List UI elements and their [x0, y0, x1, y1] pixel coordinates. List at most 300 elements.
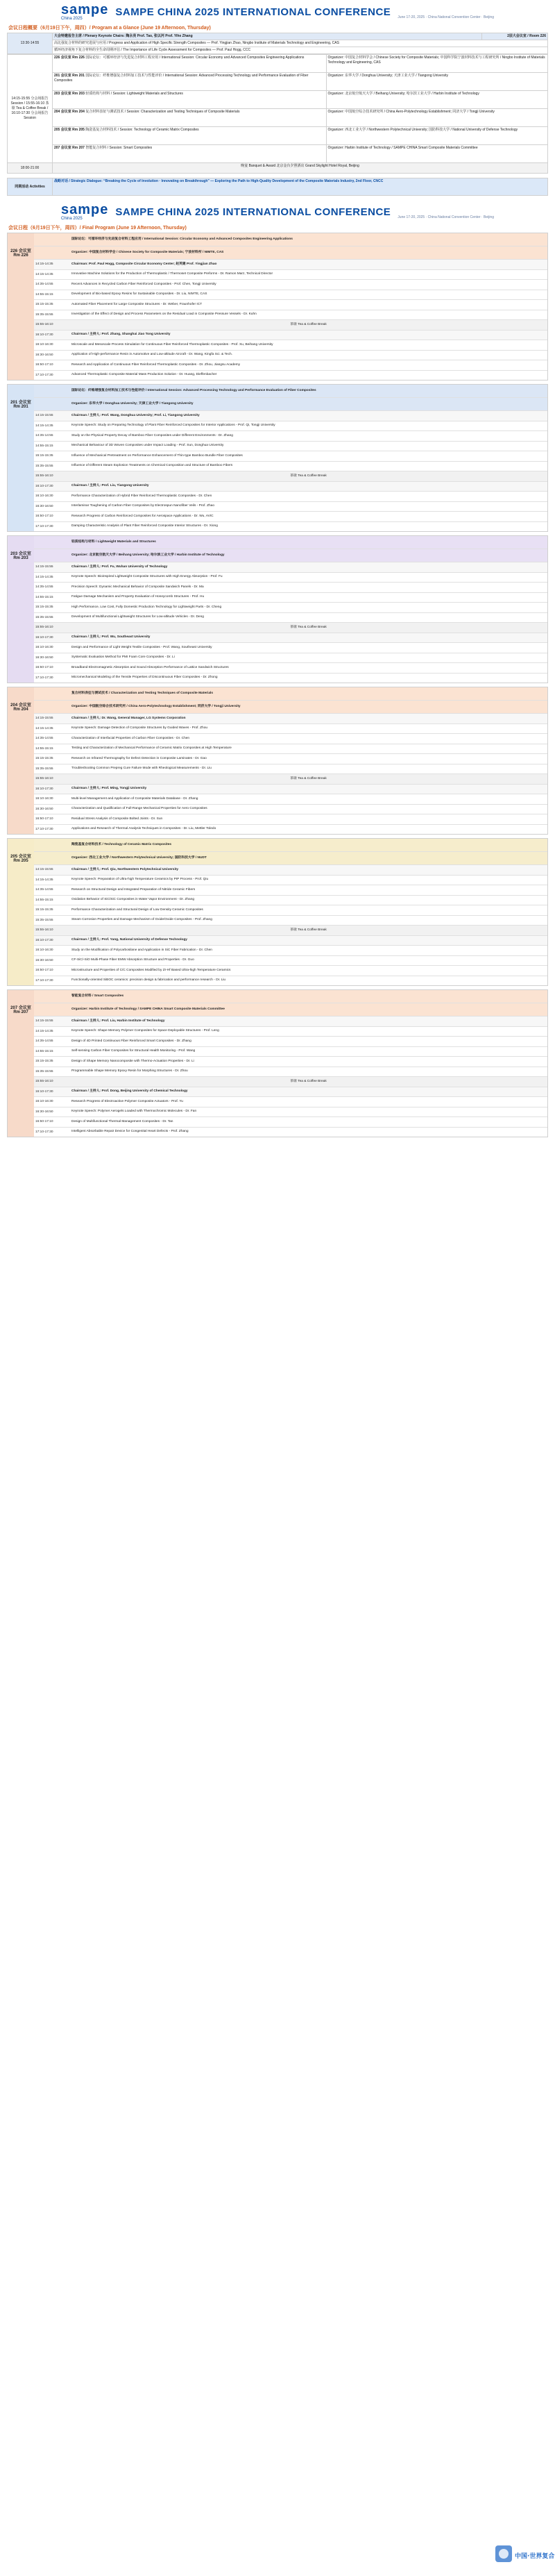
talk-text: Keynote Speech: Polymer Aerogels Loaded with Thermochromic Molecules - Dr. Fan: [71, 1110, 197, 1114]
talk-time: 16:50-17:10: [35, 969, 53, 973]
talk-text: High Performance, Low Cost, Fully Domestic Production Technology for Lightweight Parts - Dr. Cheng: [71, 605, 222, 609]
talk-text: 轻质结构与材料 / Lightweight Materials and Structures: [71, 540, 156, 544]
parallel-left: [53, 145, 327, 163]
talk-row: [34, 885, 547, 895]
session-header: [34, 839, 547, 851]
parallel-session: 陶瓷基复合材料技术 / Session: Technology of Ceramic Matrix Composites: [85, 128, 199, 132]
strategic-label: 同期活动 Activities: [8, 178, 53, 196]
talk-row: [34, 279, 547, 290]
talk-text: Design of 4D Printed Continuous Fiber Reinforced Smart Composites - Dr. Zhang: [71, 1039, 191, 1043]
talk-row: [34, 895, 547, 905]
parallel-time: 14:15-15:55 分会场报告 Session / 15:55-16:10 茶歇 Tea & Coffee Break / 16:10-17:30 分会场报告 Session: [8, 55, 53, 163]
glance-row: [8, 40, 548, 47]
banner: [7, 0, 548, 24]
talk-time: 16:10-17:30: [35, 1089, 53, 1094]
talk-time: 15:35-15:55: [35, 918, 53, 922]
talk-row: [34, 602, 547, 612]
parallel-room: 203 会议室 Rm 203: [54, 92, 85, 96]
talk-row: [34, 299, 547, 310]
chair-row: [34, 713, 547, 724]
glance-title: 会议日程概要（6月19日下午，周四）/ Program at a Glance (June 19 Afternoon, Thursday): [8, 26, 211, 31]
talk-text: Innovative Machine Solutions for the Production of Thermoplastic / Thermoset Composite Preforms - Dr. Ramon Marz, Technical Director: [71, 272, 273, 276]
talk-row: [34, 592, 547, 603]
session-header: [34, 687, 547, 700]
session-header: [34, 385, 547, 397]
talk-time: 14:15-14:35: [35, 262, 53, 267]
talk-time: 14:55-15:15: [35, 898, 53, 902]
talk-time: 17:10-17:30: [35, 373, 53, 377]
talk-text: 茶歇 Tea & Coffee Break: [290, 474, 327, 478]
talk-time: 15:15-15:35: [35, 1060, 53, 1064]
talk-row: [34, 511, 547, 521]
talk-time: 15:55-16:10: [35, 1080, 53, 1084]
talk-text: Study on the Physical Property Decay of Bamboo Fiber Composites under Different Environments - Dr. Zhang: [71, 433, 233, 437]
talk-text: Systematic Evaluation Method for PMI Foam Core Composites - Dr. Li: [71, 655, 175, 660]
talk-row: [34, 753, 547, 764]
coffee-break-row: [34, 319, 547, 330]
talk-time: 14:15-14:35: [35, 272, 53, 276]
final-title: 会议日程（6月19日下午，周四）/ Final Program (June 19 Afternoon, Thursday): [8, 226, 187, 231]
talk-time: 15:35-15:55: [35, 767, 53, 771]
talk-text: Chairman / 主持人: Prof. Dong, Beijing University of Chemical Technology: [71, 1089, 188, 1094]
session-list: [7, 233, 548, 1137]
talk-row: [34, 955, 547, 966]
talk-time: 16:50-17:10: [35, 363, 53, 367]
coffee-break-row: [34, 1076, 547, 1087]
talk-text: Mechanical Behaviour of 3D Woven Composites under Impact Loading - Prof. Sun, Donghua University: [71, 444, 224, 448]
talk-text: Design and Performance of Light Weight Textile Composites - Prof. Wang, Southeast University: [71, 645, 212, 649]
talk-time: 16:50-17:10: [35, 817, 53, 821]
session-header: [34, 246, 547, 259]
talk-text: Study on the Modification of Polycarbosilane and Application in SiC Fiber Fabrication - Dr. Chen: [71, 948, 212, 952]
glance-text: 大会特邀报告主席 / Plenary Keynote Chairs: 陶永亮 Prof. Tao, 张以河 Prof. Yihe Zhang: [53, 33, 482, 40]
talk-time: 14:15-15:55: [35, 565, 53, 569]
glance-row: [8, 47, 548, 54]
talk-text: Development of Bio-based Epoxy Resins for Sustainable Composites - Dr. Liu, NIMTE, CAS: [71, 292, 207, 296]
talk-text: Chairman / 主持人: Dr. Wang, General Manager, LG Systems Corporation: [71, 716, 186, 720]
talk-row: [34, 1056, 547, 1067]
session-room: 203 会议室 Rm 203: [8, 536, 34, 683]
talk-text: Troubleshooting Common Prepreg Cure Failure Mode with Rheological Measurements - Dr. Liu: [71, 767, 212, 771]
session-header: [34, 536, 547, 549]
session-header: [34, 397, 547, 410]
talk-row: [34, 662, 547, 673]
session-block: [7, 384, 548, 532]
conference-title: SAMPE CHINA 2025 INTERNATIONAL CONFERENCE: [115, 6, 391, 18]
talk-row: [34, 1116, 547, 1127]
talk-time: 14:15-14:35: [35, 424, 53, 428]
talk-text: Broadband Electromagnetic Absorption and Sound Absorption Performance of Lattice Sandwich Structures: [71, 665, 229, 669]
talk-row: [34, 430, 547, 441]
talk-text: Keynote Speech: Preparation of Ultra-high Temperature Ceramics by PIP Process - Prof. Qiu: [71, 878, 209, 882]
parallel-left: [53, 91, 327, 109]
talk-text: Influence of Mechanical Pretreatment on Performance Enhancement of Thin-type Bamboo Bundle Fiber Composites: [71, 453, 243, 458]
talk-time: 16:30-16:50: [35, 353, 53, 357]
strategic-table: [7, 178, 548, 196]
chair-row: [34, 1087, 547, 1097]
watermark-logo: [494, 2543, 555, 2570]
parallel-left: [53, 55, 327, 73]
talk-time: 14:15-14:35: [35, 878, 53, 882]
talk-row: [34, 370, 547, 380]
talk-time: 15:15-15:35: [35, 757, 53, 761]
talk-row: [34, 653, 547, 663]
session-block: [7, 989, 548, 1137]
talk-time: 14:15-15:55: [35, 1019, 53, 1023]
talk-text: Organizer: 西北工业大学 / Northwestern Polytechnical University; 国防科技大学 / NUDT: [71, 856, 207, 860]
talk-row: [34, 804, 547, 814]
talk-row: [34, 269, 547, 280]
talk-text: Characterization of Interfacial Properties of Carbon Fiber Composites - Dr. Chen: [71, 736, 190, 740]
talk-text: Characterization and Qualification of Full-Range Mechanical Properties for Aero Composites: [71, 807, 207, 811]
talk-row: [34, 724, 547, 734]
talk-text: Chairman / 主持人: Prof. Ming, Tongji University: [71, 787, 147, 791]
talk-row: [34, 794, 547, 804]
talk-text: Intelligent Absorbable Repair Device for Congenital Heart Defects - Prof. Zhang: [71, 1130, 189, 1134]
parallel-right: Organizer: 中国复合材料学会 / Chinese Society for Composite Materials; 中国科学院宁波材料技术与工程研究所 / Ningbo Institute of Materials Technology and Engineering, CAS: [326, 55, 548, 73]
talk-text: CF-SiC/-SiO Multi-Phase Fiber EMW Absorption Structure and Properties - Dr. Guo: [71, 958, 194, 962]
talk-text: Automated Fiber Placement for Large Composite Structures - Dr. Weber, Fraunhofer ICT: [71, 302, 203, 306]
talk-row: [34, 976, 547, 986]
glance-room: 2层大会议室 / Room 226: [482, 33, 548, 40]
talk-time: 14:55-15:15: [35, 1049, 53, 1053]
chair-row: [34, 330, 547, 340]
session-header: [34, 851, 547, 864]
chair-row: [34, 259, 547, 269]
talk-text: Chairman: Prof. Paul Hogg, Composite Circular Economy Center; 赵英建 Prof. Yingjian Zhao: [71, 262, 217, 266]
talk-row: [34, 290, 547, 300]
parallel-room: 226 会议室 Rm 226: [54, 56, 85, 60]
talk-text: Functionally-oriented SiBOC ceramics: precision design & fabrication and performance research - Dr. Liu: [71, 978, 226, 982]
session-header: [34, 1003, 547, 1016]
talk-time: 15:35-15:55: [35, 464, 53, 468]
talk-text: 茶歇 Tea & Coffee Break: [290, 776, 327, 780]
talk-time: 14:35-14:55: [35, 737, 53, 741]
parallel-right: Organizer: Harbin Institute of Technology / SAMPE CHINA Smart Composite Materials Committee: [326, 145, 548, 163]
talk-text: Chairman / 主持人: Prof. Zhang, Shanghai Jiao Tong University: [71, 333, 171, 337]
talk-row: [34, 1026, 547, 1037]
talk-text: Keynote Speech: Damage Detection of Composite Structures by Guided Waves - Prof. Zhou: [71, 726, 208, 730]
parallel-left: [53, 127, 327, 145]
session-block: [7, 687, 548, 835]
talk-time: 16:30-16:50: [35, 958, 53, 962]
talk-text: Chairman / 主持人: Prof. Qiu, Northwestern Polytechnical University: [71, 867, 179, 871]
talk-row: [34, 340, 547, 350]
talk-text: Micromechanical Modeling of the Tensile Properties of Discontinuous Fiber Composites - Dr. Zhong: [71, 676, 218, 680]
session-header: [34, 549, 547, 562]
chair-row: [34, 1016, 547, 1026]
sampe-logo: [61, 3, 108, 22]
logo-subtitle: China 2025: [60, 216, 83, 221]
talk-time: 16:30-16:50: [35, 504, 53, 508]
parallel-session: 轻质结构与材料 / Session: Lightweight Materials and Structures: [85, 92, 183, 96]
talk-time: 14:55-15:15: [35, 292, 53, 296]
talk-text: 茶歇 Tea & Coffee Break: [290, 625, 327, 629]
talk-time: 14:55-15:15: [35, 746, 53, 751]
talk-row: [34, 491, 547, 501]
session-room: 207 会议室 Rm 207: [8, 990, 34, 1137]
talk-text: Design of Shape Memory Nanocomposite with Thermo-Actuation Properties - Dr. Li: [71, 1059, 194, 1063]
talk-time: 14:15-14:35: [35, 575, 53, 579]
talk-time: 16:10-17:30: [35, 787, 53, 791]
session-rows: [34, 536, 547, 683]
session-room: 205 会议室 Rm 205: [8, 839, 34, 985]
program-page: [7, 0, 548, 1137]
talk-time: 16:30-16:50: [35, 807, 53, 811]
parallel-session: 国际论坛：可循环经济与先进复合材料工程应用 / International Session: Circular Economy and Advanced Composites Engineering Applications: [85, 56, 305, 60]
talk-row: [34, 733, 547, 744]
parallel-session: 智能复合材料 / Session: Smart Composites: [85, 146, 153, 150]
parallel-right: Organizer: 西北工业大学 / Northwestern Polytechnical University; 国防科技大学 / National University of Defense Technology: [326, 127, 548, 145]
talk-text: Performance Characterization and Structural Design of Low Density Ceramic Composites: [71, 908, 203, 912]
talk-time: 15:55-16:10: [35, 777, 53, 781]
talk-row: [34, 441, 547, 451]
talk-text: Microscale and Mesoscale Process Simulation for Continuous Fiber Reinforced Thermoplastic Composites - Prof. Xu, Beihang University: [71, 342, 273, 346]
parallel-room: 201 会议室 Rm 201: [54, 74, 85, 78]
banquet-text: 晚宴 Banquet & Award 北京金台夕照酒店 Grand Skylight Hotel Royal, Beijing: [53, 163, 548, 174]
parallel-right: Organizer: 北京航空航天大学 / Beihang University; 哈尔滨工业大学 / Harbin Institute of Technology: [326, 91, 548, 109]
talk-text: Development of Multifunctional Lightweight Structures for Low-altitude Vehicles - Dr. Deng: [71, 615, 204, 619]
talk-time: 16:10-16:30: [35, 1100, 53, 1104]
session-rows: [34, 990, 547, 1137]
talk-row: [34, 1096, 547, 1107]
talk-time: 15:35-15:55: [35, 615, 53, 619]
talk-row: [34, 350, 547, 360]
talk-text: Research on Structural Design and Integrated Preparation of Nitride Ceramic Fibers: [71, 887, 196, 892]
talk-text: 国际论坛：纤维增强复合材料加工技术与性能评价 / International Session: Advanced Processing Technology and Performance Evaluation of Fiber Composites: [71, 389, 316, 392]
parallel-right: Organizer: 东华大学 / Donghua University; 天津工业大学 / Tiangong University: [326, 73, 548, 91]
talk-text: Chairman / 主持人: Prof. Yang, National University of Defense Technology: [71, 938, 187, 942]
talk-time: 16:10-17:30: [35, 635, 53, 639]
talk-text: 茶歇 Tea & Coffee Break: [290, 928, 327, 932]
logo-word: sampe: [60, 1, 109, 17]
talk-text: Chairman / 主持人: Prof. Wang, Donghua University; Prof. Li, Tiangong University: [71, 413, 200, 417]
talk-text: Microstructure and Properties of C/C Composites Modified by Zr-Hf Based Ultra-high Temperature Ceramics: [71, 968, 231, 972]
talk-text: Research Progress of Carbon Reinforced Composites for Aerospace Applications - Dr. Wu, AVIC: [71, 514, 214, 518]
parallel-room: 204 会议室 Rm 204: [54, 110, 85, 114]
talk-text: Organizer: 东华大学 / Donghua University; 天津工业大学 / Tiangong University: [71, 402, 194, 405]
talk-time: 15:35-15:55: [35, 312, 53, 317]
talk-text: Organizer: 中国航空综合技术研究所 / China Aero-Polytechnology Establishment; 同济大学 / Tongji University: [71, 705, 241, 708]
session-rows: [34, 385, 547, 531]
coffee-break-row: [34, 622, 547, 633]
coffee-break-row: [34, 471, 547, 481]
talk-time: 16:10-16:30: [35, 494, 53, 499]
talk-text: Chairman / 主持人: Prof. Liu, Harbin Institute of Technology: [71, 1019, 165, 1023]
talk-text: Organizer: 北京航空航天大学 / Beihang University; 哈尔滨工业大学 / Harbin Institute of Technology: [71, 553, 225, 557]
talk-row: [34, 965, 547, 976]
banquet-time: 18:00-21:00: [8, 163, 53, 174]
talk-text: Keynote Speech: Bioinspired Lightweight Composite Structures with High Energy Absorption - Prof. Fu: [71, 575, 223, 579]
talk-text: Applications and Research of Thermal Analysis Techniques in Composites - Dr. Liu, Mettler Toledo: [71, 827, 216, 831]
talk-time: 15:55-16:10: [35, 323, 53, 327]
parallel-right: Organizer: 中国航空综合技术研究所 / China Aero-Polytechnology Establishment; 同济大学 / Tongji University: [326, 109, 548, 127]
conference-info: June 17-20, 2025 · China National Convention Center · Beijing: [398, 15, 494, 19]
talk-time: 16:50-17:10: [35, 515, 53, 519]
session-block: [7, 838, 548, 986]
talk-time: 14:35-14:55: [35, 585, 53, 589]
talk-text: Application of High-performance Resin in Automotive and Low-altitude Aircraft - Dr. Wang, Kingfa Sci. & Tech.: [71, 353, 232, 357]
talk-text: Influence of Different Steam Explosion Treatments on Chemical Composition and Structure of Bamboo Fibers: [71, 464, 233, 468]
talk-row: [34, 582, 547, 592]
talk-time: 14:35-14:55: [35, 434, 53, 438]
talk-time: 14:35-14:55: [35, 283, 53, 287]
session-block: [7, 535, 548, 683]
session-rows: [34, 233, 547, 380]
talk-row: [34, 1036, 547, 1046]
talk-row: [34, 824, 547, 835]
talk-text: Keynote Speech: Study on Preparing Technology of Plant Fiber Reinforced Composites for Interior Applications - Prof. Qi, Tongji University: [71, 424, 275, 428]
talk-time: 15:15-15:35: [35, 454, 53, 458]
talk-time: 15:55-16:10: [35, 626, 53, 630]
talk-time: 15:55-16:10: [35, 474, 53, 478]
talk-row: [34, 1067, 547, 1077]
talk-text: Self-sensing Carbon Fiber Composites for Structural Health Monitoring - Prof. Wang: [71, 1049, 196, 1053]
talk-time: 15:35-15:55: [35, 1069, 53, 1073]
glance-time: 13:30-14:55: [8, 33, 53, 54]
talk-row: [34, 875, 547, 885]
chair-row: [34, 784, 547, 794]
talk-row: [34, 764, 547, 774]
talk-time: 16:50-17:10: [35, 1120, 53, 1124]
chair-row: [34, 633, 547, 643]
talk-row: [34, 1127, 547, 1137]
glance-row: [8, 33, 548, 40]
talk-time: 16:10-16:30: [35, 646, 53, 650]
talk-text: Precision Speech: Dynamic Mechanical Behavior of Composite Sandwich Panels - Dr. Ma: [71, 585, 204, 589]
talk-text: Organizer: Harbin Institute of Technology / SAMPE CHINA Smart Composite Materials Committee: [71, 1007, 225, 1011]
logo-word: sampe: [60, 201, 109, 217]
talk-time: 16:10-17:30: [35, 333, 53, 337]
coffee-break-row: [34, 925, 547, 935]
session-room: 226 会议室 Rm 226: [8, 233, 34, 380]
talk-text: 复合材料表征与测试技术 / Characterization and Testing Techniques of Composite Materials: [71, 692, 213, 695]
banner-final: [7, 200, 548, 224]
talk-row: [34, 814, 547, 824]
talk-text: Oxidation Behavior of SiC/SiC Composites in Water Vapor Environment - Dr. Zhang: [71, 898, 195, 902]
talk-row: [34, 905, 547, 915]
talk-row: [34, 1107, 547, 1117]
talk-time: 17:10-17:30: [35, 1130, 53, 1134]
talk-time: 16:10-17:30: [35, 938, 53, 942]
logo-subtitle: China 2025: [60, 16, 83, 21]
talk-time: 16:30-16:50: [35, 1110, 53, 1114]
talk-time: 14:55-15:15: [35, 595, 53, 599]
talk-time: 14:15-15:55: [35, 414, 53, 418]
talk-row: [34, 945, 547, 955]
talk-text: Multi-level Management and Application of Composite Materials Database - Dr. Zhang: [71, 796, 198, 801]
talk-text: Research on Infrared Thermography for Defect Detection in Composite Laminates - Dr. Gao: [71, 756, 207, 760]
session-rows: [34, 687, 547, 834]
talk-time: 16:10-16:30: [35, 948, 53, 953]
talk-time: 16:50-17:10: [35, 666, 53, 670]
session-header: [34, 233, 547, 246]
session-block: [7, 233, 548, 380]
talk-row: [34, 744, 547, 754]
talk-text: Steam Corrosion Properties and Damage Mechanism of Oxide/Oxide Composites - Prof. Zhang: [71, 918, 212, 922]
talk-text: Design of Multifunctional Thermal Management Composites - Dr. Tan: [71, 1119, 173, 1123]
talk-time: 15:15-15:35: [35, 605, 53, 610]
talk-row: [34, 501, 547, 512]
session-room: 201 会议室 Rm 201: [8, 385, 34, 531]
talk-text: Fatigue Damage Mechanism and Property Evaluation of Honeycomb Structures - Prof. Hu: [71, 595, 205, 599]
talk-text: Residual Stress Analysis of Composite Bolted Joints - Dr. Sun: [71, 817, 163, 821]
talk-text: Damping Characteristic Analysis of Plant Fiber Reinforced Composite Interior Structures - Dr. Xiong: [71, 524, 218, 528]
talk-text: 智能复合材料 / Smart Composites: [71, 994, 124, 998]
parallel-room: 207 会议室 Rm 207: [54, 146, 85, 150]
talk-text: 国际论坛：可循环经济与先进复合材料工程应用 / International Session: Circular Economy and Advanced Composites Engineering Applications: [71, 237, 293, 241]
parallel-session: 国际论坛：纤维增强复合材料加工技术与性能评价 / International Session: Advanced Processing Technology and Performance Evaluation of Fiber Composites: [54, 74, 309, 83]
talk-row: [34, 572, 547, 583]
chair-row: [34, 864, 547, 875]
talk-time: 16:10-16:30: [35, 797, 53, 801]
talk-text: Investigation of the Effect of Design and Process Parameters on the Residual Load in Composite Pressure Vessels - Dr. Kuhn: [71, 312, 257, 317]
talk-text: Recent Advances in Recycled Carbon Fiber Reinforced Composites - Prof. Chen, Tongji University: [71, 282, 216, 286]
glance-text: 循环经济视角下复合材料的全生命周期评估 / The Importance of Life Cycle Assessment for Composites — Prof. Paul Hogg, CCC: [53, 47, 548, 54]
talk-time: 14:15-14:35: [35, 1029, 53, 1033]
parallel-session: 复合材料表征与测试技术 / Session: Characterization and Testing Techniques of Composite Materials: [85, 110, 240, 114]
talk-text: Programmable Shape Memory Epoxy Resin for Morphing Structures - Dr. Zhou: [71, 1069, 188, 1073]
talk-text: Chairman / 主持人: Prof. Wu, Southeast University: [71, 635, 151, 639]
talk-time: 15:15-15:35: [35, 908, 53, 912]
watermark-text: 中国·世界复合: [515, 2553, 555, 2560]
talk-text: Research and Application of Continuous Fiber Reinforced Thermoplastic Composites - Dr. Zhou, Jiangsu Academy: [71, 362, 241, 367]
talk-row: [34, 1046, 547, 1057]
talk-row: [34, 360, 547, 370]
talk-row: [34, 461, 547, 471]
talk-time: 14:15-14:35: [35, 726, 53, 730]
talk-row: [34, 642, 547, 653]
talk-row: [34, 521, 547, 532]
coffee-break-row: [34, 773, 547, 784]
talk-row: [34, 451, 547, 461]
talk-row: [34, 612, 547, 623]
talk-text: Interlaminar Toughening of Carbon Fiber Composites by Electrospun Nanofiber Veils - Prof. Zhao: [71, 504, 215, 508]
talk-time: 16:10-16:30: [35, 343, 53, 347]
parallel-left: [53, 109, 327, 127]
strategic-text: 战略对话 / Strategic Dialogue: “Breaking the Cycle of Involution · Innovating on Breakthrough” — Exploring the Path to High-Quality Development of the Composite Materials Industry, 2nd Floor, CNCC: [53, 178, 548, 196]
talk-time: 17:10-17:30: [35, 524, 53, 528]
talk-text: Keynote Speech: Shape Memory Polymer Composites for Space Deployable Structures - Prof. Leng: [71, 1029, 219, 1033]
parallel-room: 205 会议室 Rm 205: [54, 128, 85, 132]
talk-text: 茶歇 Tea & Coffee Break: [290, 1079, 327, 1083]
conference-title: SAMPE CHINA 2025 INTERNATIONAL CONFERENCE: [115, 206, 391, 218]
chair-row: [34, 481, 547, 492]
glance-table: [7, 33, 548, 54]
session-room: 204 会议室 Rm 204: [8, 687, 34, 834]
talk-row: [34, 673, 547, 683]
talk-text: Advanced Thermoplastic Composite Material Mass Production Solution - Dr. Huang, Dieffenbacher: [71, 373, 217, 377]
talk-time: 16:10-17:30: [35, 484, 53, 488]
talk-text: Testing and Characterization of Mechanical Performance of Ceramic Matrix Composites at High Temperature: [71, 746, 232, 751]
talk-time: 14:35-14:55: [35, 888, 53, 892]
sampe-logo: [61, 203, 108, 221]
talk-time: 14:35-14:55: [35, 1039, 53, 1044]
talk-text: Chairman / 主持人: Prof. Fu, Wuhan University of Technology: [71, 564, 168, 569]
talk-time: 17:10-17:30: [35, 978, 53, 982]
talk-time: 14:15-15:55: [35, 868, 53, 872]
talk-text: Research Progress of Electroactive Polymer Composite Actuators - Prof. Yu: [71, 1099, 183, 1103]
talk-time: 15:15-15:35: [35, 303, 53, 307]
talk-text: 陶瓷基复合材料技术 / Technology of Ceramic Matrix Composites: [71, 843, 172, 846]
parallel-table: [7, 54, 548, 174]
session-header: [34, 700, 547, 713]
talk-time: 15:55-16:10: [35, 928, 53, 932]
talk-text: 茶歇 Tea & Coffee Break: [290, 322, 327, 326]
talk-time: 14:15-15:55: [35, 717, 53, 721]
glance-text: 高比强复合材料的研究进展与应用 / Progress and Application of High Specific Strength Composites — Prof. Yingjian Zhao, Ningbo Institute of Materials Technology and Engineering, CAS: [53, 40, 548, 47]
talk-text: Chairman / 主持人: Prof. Liu, Tiangong University: [71, 484, 149, 488]
